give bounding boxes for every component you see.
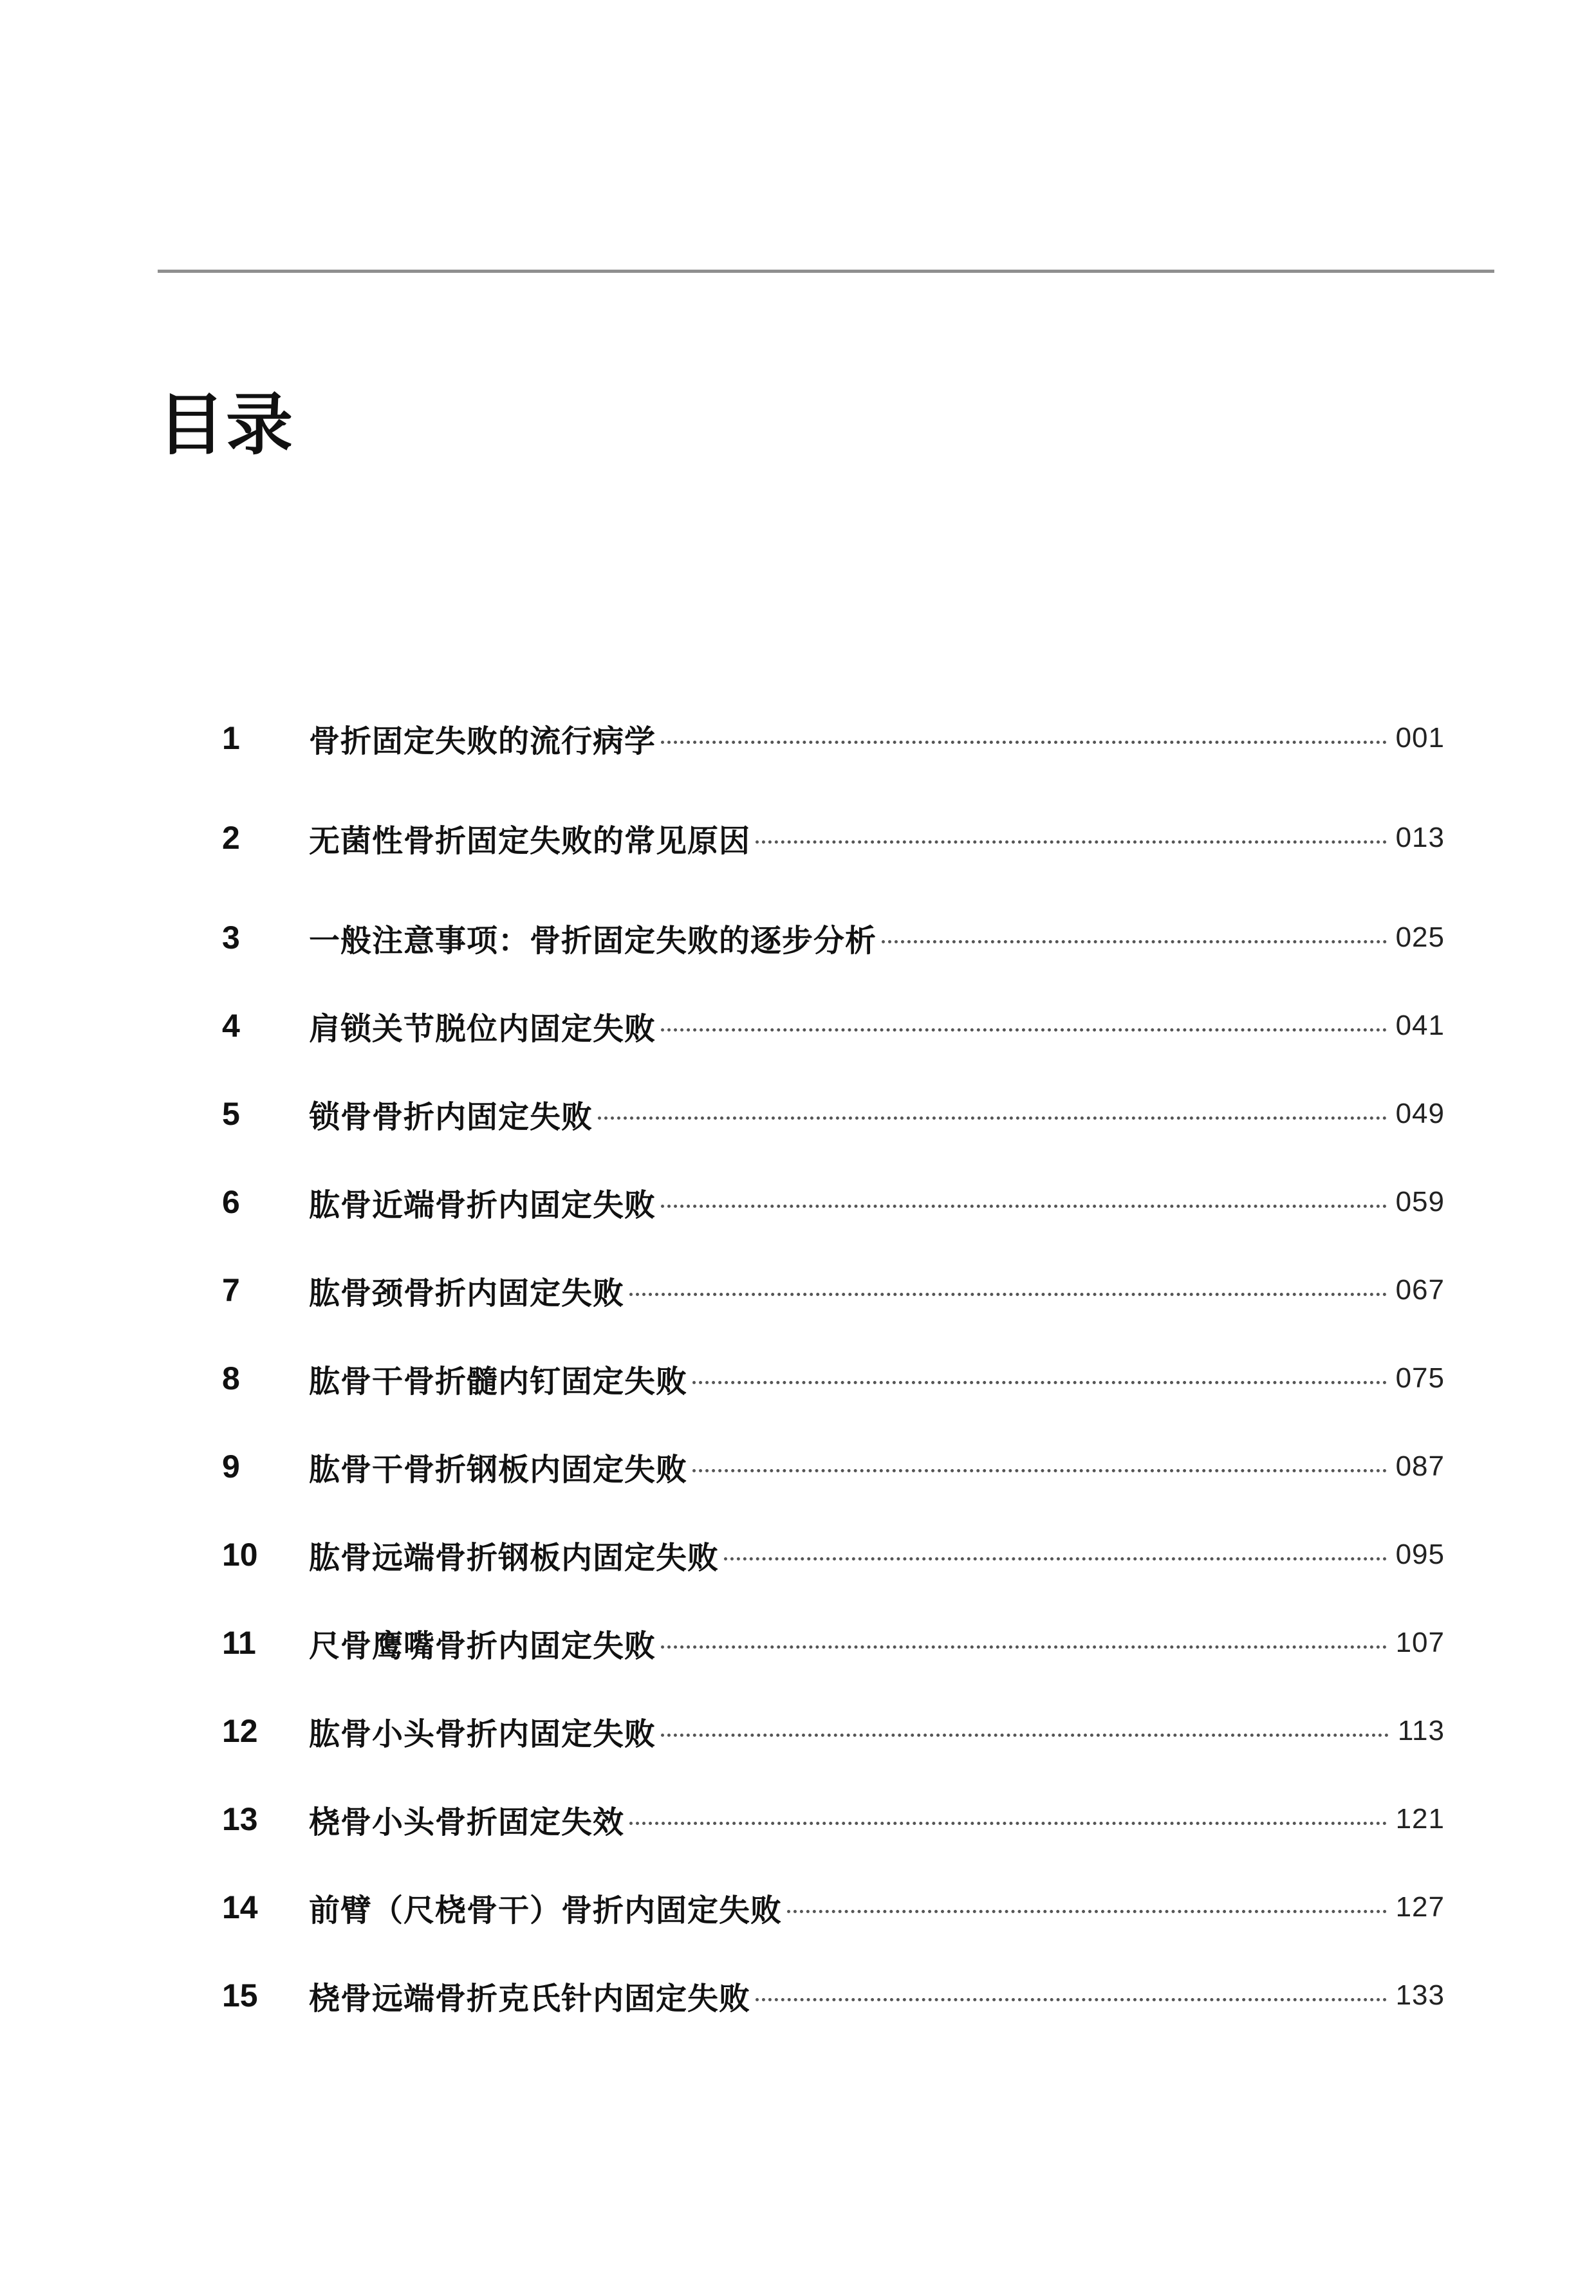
toc-entry-title: 肱骨小头骨折内固定失败 bbox=[309, 1716, 656, 1752]
toc-entry-number: 12 bbox=[222, 1713, 258, 1749]
toc-entry-title: 桡骨远端骨折克氏针内固定失败 bbox=[309, 1980, 751, 2017]
dot-leader bbox=[661, 1734, 1389, 1737]
toc-entry[interactable] bbox=[222, 1617, 1445, 1669]
toc-entry-page: 001 bbox=[1395, 722, 1445, 754]
dot-leader bbox=[598, 1116, 1387, 1120]
toc-entry[interactable] bbox=[222, 1000, 1445, 1051]
toc-entry-page: 059 bbox=[1395, 1186, 1445, 1217]
dot-leader bbox=[882, 940, 1387, 943]
dot-leader bbox=[756, 1998, 1387, 2001]
toc-entry[interactable] bbox=[222, 1088, 1445, 1140]
toc-entry-page: 107 bbox=[1395, 1627, 1445, 1658]
toc-entry[interactable] bbox=[222, 712, 1445, 764]
toc-entry-page: 095 bbox=[1395, 1539, 1445, 1570]
toc-entry-number: 15 bbox=[222, 1977, 258, 2014]
dot-leader bbox=[661, 741, 1387, 744]
toc-entry-page: 133 bbox=[1395, 1979, 1445, 2011]
toc-entry-title: 肱骨近端骨折内固定失败 bbox=[309, 1187, 656, 1223]
toc-entry-number: 3 bbox=[222, 920, 240, 956]
toc-entry[interactable] bbox=[222, 1264, 1445, 1316]
toc-entry-number: 1 bbox=[222, 720, 240, 756]
toc-entry-page: 121 bbox=[1395, 1803, 1445, 1835]
toc-entry-number: 13 bbox=[222, 1801, 258, 1837]
toc-entry[interactable] bbox=[222, 1353, 1445, 1404]
toc-entry-page: 113 bbox=[1397, 1715, 1445, 1746]
toc-entry-title: 前臂（尺桡骨干）骨折内固定失败 bbox=[309, 1892, 783, 1929]
toc-entry-page: 127 bbox=[1395, 1891, 1445, 1923]
toc-entry-title: 尺骨鹰嘴骨折内固定失败 bbox=[309, 1627, 656, 1664]
toc-entry-number: 11 bbox=[222, 1625, 256, 1661]
table-of-contents bbox=[222, 0, 1445, 2296]
toc-entry-page: 067 bbox=[1395, 1274, 1445, 1306]
toc-entry-title: 一般注意事项：骨折固定失败的逐步分析 bbox=[309, 922, 877, 959]
toc-entry[interactable] bbox=[222, 812, 1445, 864]
toc-entry-number: 2 bbox=[222, 820, 240, 856]
dot-leader bbox=[661, 1028, 1387, 1032]
dot-leader bbox=[629, 1293, 1387, 1296]
toc-entry-page: 013 bbox=[1395, 822, 1445, 853]
toc-entry-title: 肱骨颈骨折内固定失败 bbox=[309, 1275, 625, 1311]
toc-entry[interactable] bbox=[222, 1441, 1445, 1492]
dot-leader bbox=[692, 1469, 1387, 1472]
toc-entry-page: 087 bbox=[1395, 1450, 1445, 1482]
toc-entry[interactable] bbox=[222, 1529, 1445, 1580]
toc-entry-number: 4 bbox=[222, 1008, 240, 1044]
toc-entry-number: 8 bbox=[222, 1360, 240, 1396]
toc-entry-title: 锁骨骨折内固定失败 bbox=[309, 1098, 593, 1135]
toc-entry-title: 肱骨干骨折钢板内固定失败 bbox=[309, 1451, 688, 1488]
toc-entry-number: 10 bbox=[222, 1537, 258, 1573]
page-title: 目录 bbox=[158, 385, 295, 464]
dot-leader bbox=[661, 1205, 1387, 1208]
toc-entry-title: 肱骨远端骨折钢板内固定失败 bbox=[309, 1539, 719, 1576]
toc-entry-page: 075 bbox=[1395, 1362, 1445, 1394]
toc-entry[interactable] bbox=[222, 1882, 1445, 1933]
toc-entry-title: 无菌性骨折固定失败的常见原因 bbox=[309, 822, 751, 859]
toc-entry[interactable] bbox=[222, 912, 1445, 963]
dot-leader bbox=[756, 840, 1387, 844]
toc-entry-page: 041 bbox=[1395, 1010, 1445, 1041]
toc-entry-number: 5 bbox=[222, 1096, 240, 1132]
dot-leader bbox=[661, 1645, 1387, 1649]
toc-entry-number: 6 bbox=[222, 1184, 240, 1220]
toc-entry-title: 骨折固定失败的流行病学 bbox=[309, 723, 656, 759]
toc-entry-page: 025 bbox=[1395, 921, 1445, 953]
dot-leader bbox=[692, 1381, 1387, 1384]
toc-entry-number: 9 bbox=[222, 1449, 240, 1485]
toc-entry-number: 7 bbox=[222, 1272, 240, 1308]
toc-entry-number: 14 bbox=[222, 1889, 258, 1925]
toc-entry[interactable] bbox=[222, 1970, 1445, 2021]
dot-leader bbox=[787, 1910, 1387, 1913]
toc-entry-title: 桡骨小头骨折固定失效 bbox=[309, 1804, 625, 1840]
toc-entry[interactable] bbox=[222, 1176, 1445, 1228]
dot-leader bbox=[629, 1822, 1387, 1825]
toc-entry-page: 049 bbox=[1395, 1098, 1445, 1129]
toc-entry-title: 肱骨干骨折髓内钉固定失败 bbox=[309, 1363, 688, 1400]
toc-entry-title: 肩锁关节脱位内固定失败 bbox=[309, 1010, 656, 1047]
dot-leader bbox=[724, 1557, 1387, 1560]
toc-entry[interactable] bbox=[222, 1705, 1445, 1757]
toc-entry[interactable] bbox=[222, 1793, 1445, 1845]
